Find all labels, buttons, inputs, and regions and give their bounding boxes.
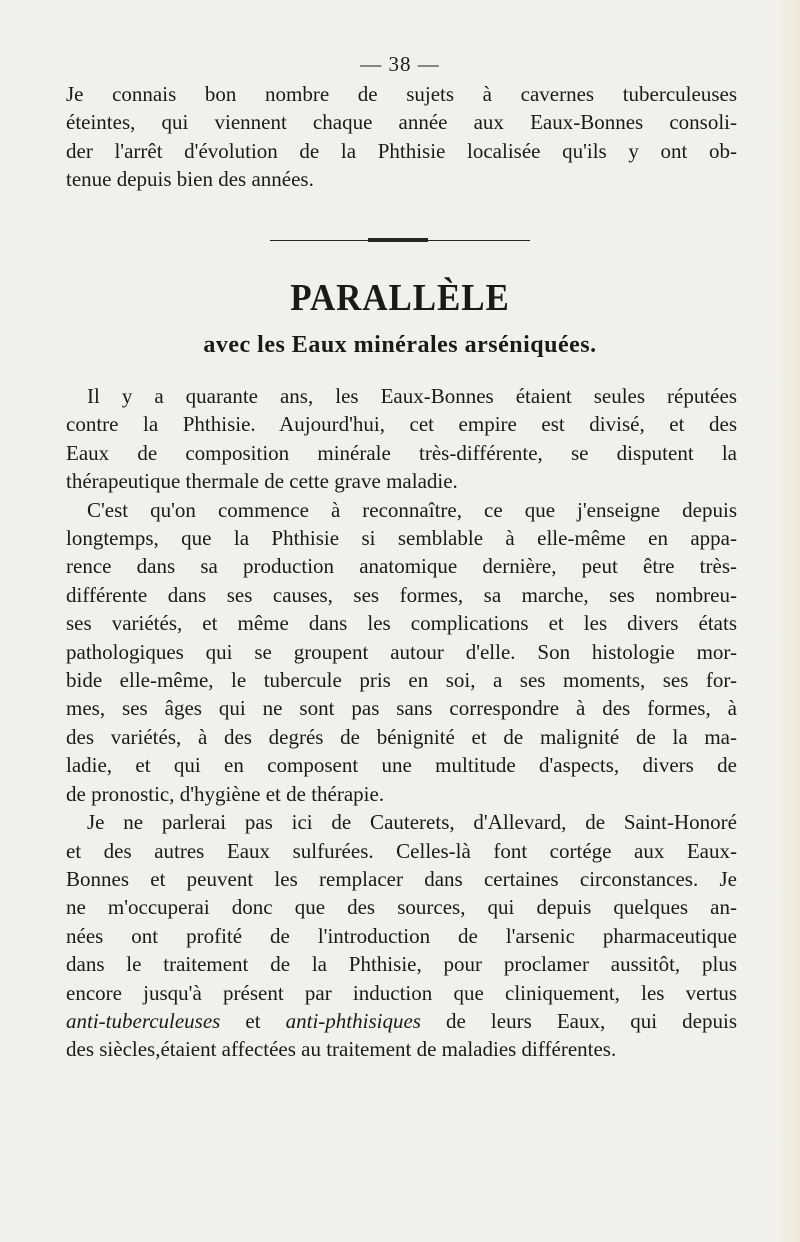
text-line: des variétés, à des degrés de bénignité et de malignité de la ma- [66,724,737,749]
text-line: de pronostic, d'hygiène et de thérapie. [66,781,385,806]
text-line: encore jusqu'à présent par induction que cliniquement, les vertus [66,980,737,1005]
text-line: longtemps, que la Phthisie si semblable à elle-même en appa- [66,526,737,551]
text-line: des siècles,étaient affectées au traitement de maladies différentes. [66,1037,617,1062]
italic-term: anti-tuberculeuses [66,1008,221,1033]
text-line: ne m'occuperai donc que des sources, qui depuis quelques an- [66,895,737,920]
text-line: différente dans ses causes, ses formes, sa marche, ses nombreu- [66,582,737,607]
text-line: Je connais bon nombre de sujets à cavernes tuberculeuses [66,82,737,106]
text-line: tenue depuis bien des années. [66,167,314,192]
text-line: et des autres Eaux sulfurées. Celles-là font cortége aux Eaux- [66,838,737,863]
text-line: Eaux de composition minérale très-différente, se disputent la [66,440,737,465]
text-fragment: de leurs Eaux, qui depuis [420,1008,737,1033]
text-line: mes, ses âges qui ne sont pas sans correspondre à des formes, à [66,696,737,721]
section-divider-ornament [368,238,428,242]
text-line: bide elle-même, le tubercule pris en soi, a ses moments, ses for- [66,668,737,693]
text-line: rence dans sa production anatomique dernière, peut être très- [66,554,737,579]
text-line: Il y a quarante ans, les Eaux-Bonnes étaient seules réputées [87,384,737,408]
text-line: Bonnes et peuvent les remplacer dans certaines circonstances. Je [66,866,737,891]
text-line: der l'arrêt d'évolution de la Phthisie localisée qu'ils y ont ob- [66,138,737,163]
text-line: contre la Phthisie. Aujourd'hui, cet empire est divisé, et des [66,412,737,437]
text-line: thérapeutique thermale de cette grave maladie. [66,469,458,494]
text-line-italic-mix [66,1007,737,1035]
intro-paragraph [66,80,737,194]
page-edge [778,0,800,1242]
text-line: éteintes, qui viennent chaque année aux Eaux-Bonnes consoli- [66,110,737,135]
italic-term: anti-phthisiques [285,1008,421,1033]
section-title: PARALLÈLE [290,277,510,319]
text-fragment: et [220,1008,286,1033]
page-number: — 38 — [360,52,440,76]
section-subtitle: avec les Eaux minérales arséniquées. [203,332,597,358]
text-line: C'est qu'on commence à reconnaître, ce que j'enseigne depuis [87,497,737,522]
text-line: ladie, et qui en composent une multitude d'aspects, divers de [66,753,737,778]
text-line: Je ne parlerai pas ici de Cauterets, d'Allevard, de Saint-Honoré [87,810,737,835]
body-text [66,382,737,1064]
text-line: ses variétés, et même dans les complications et les divers états [66,611,737,636]
text-line: pathologiques qui se groupent autour d'elle. Son histologie mor- [66,639,737,664]
text-line: dans le traitement de la Phthisie, pour proclamer aussitôt, plus [66,952,737,977]
text-line: nées ont profité de l'introduction de l'arsenic pharmaceutique [66,923,737,948]
